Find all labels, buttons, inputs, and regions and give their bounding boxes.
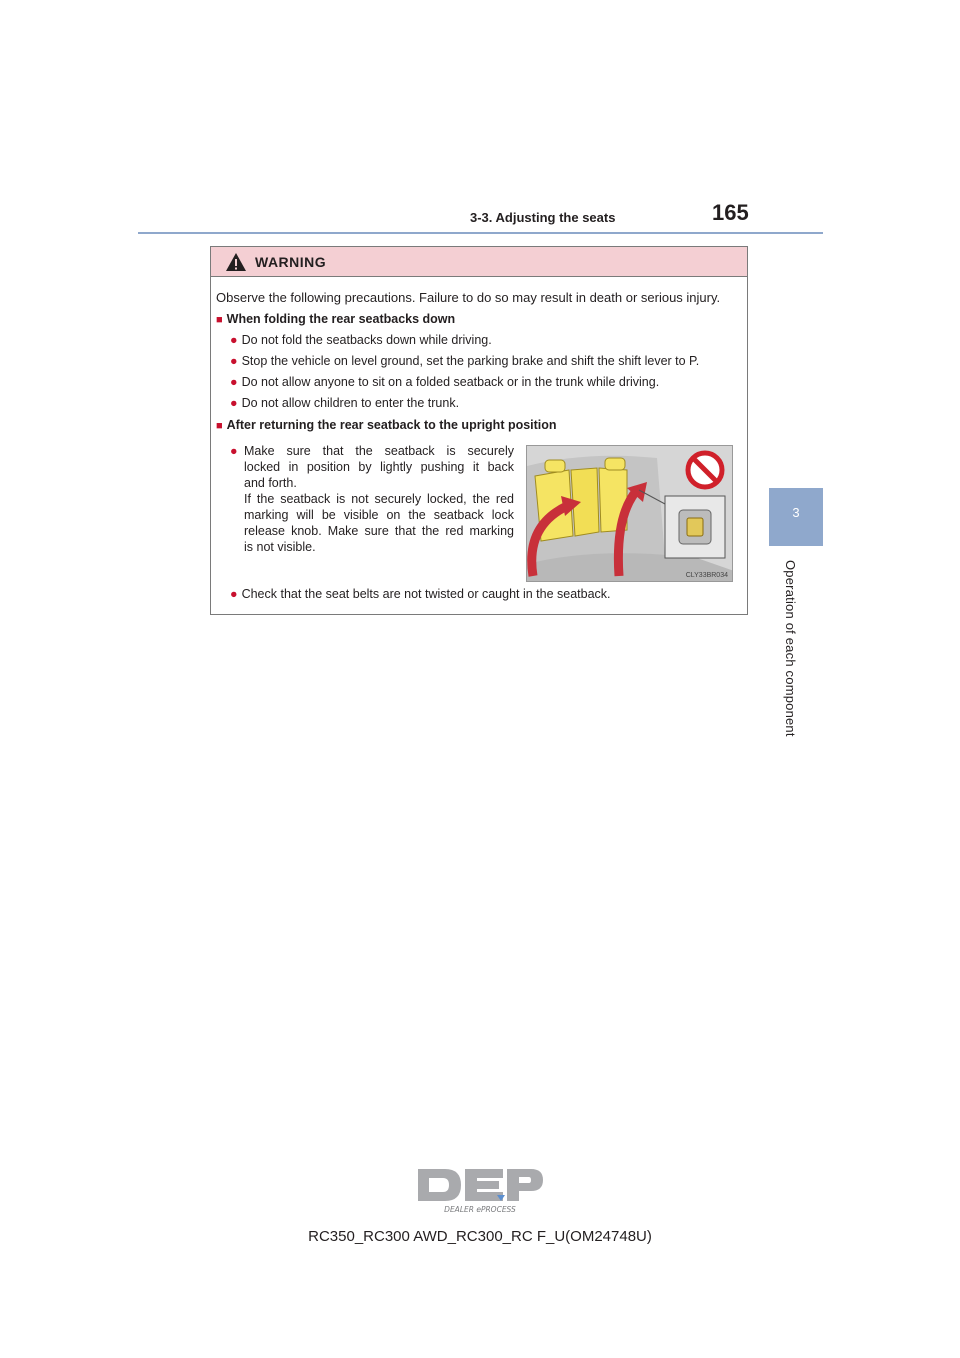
dealer-eprocess-logo: [415, 1165, 545, 1215]
chapter-caption: Operation of each component: [783, 560, 798, 737]
round-bullet-icon: ●: [230, 396, 238, 410]
round-bullet-icon: ●: [230, 375, 238, 389]
warning-box: [210, 246, 748, 615]
section-heading-upright: ■ After returning the rear seatback to the upright position: [216, 418, 557, 432]
section-heading-folding: ■ When folding the rear seatbacks down: [216, 312, 456, 326]
square-bullet-icon: ■: [216, 314, 223, 326]
list-item: ● Check that the seat belts are not twisted or caught in the seatback.: [230, 587, 611, 601]
svg-text:DEALER ePROCESS: DEALER ePROCESS: [444, 1205, 516, 1214]
list-item: ● Do not allow children to enter the trunk.: [230, 396, 460, 410]
list-item: ● Stop the vehicle on level ground, set the parking brake and shift the shift lever to P.: [230, 354, 700, 368]
warning-title: WARNING: [255, 253, 327, 270]
square-bullet-icon: ■: [216, 420, 223, 432]
list-item: ● Do not fold the seatbacks down while driving.: [230, 333, 492, 347]
warning-triangle-icon: [225, 252, 247, 272]
round-bullet-icon: ●: [230, 587, 238, 601]
list-item: ● Do not allow anyone to sit on a folded seatback or in the trunk while driving.: [230, 375, 660, 389]
header-rule: [138, 232, 823, 234]
seatback-illustration: [526, 445, 733, 582]
dep-logo-icon: [415, 1165, 545, 1215]
warning-intro: Observe the following precautions. Failure to do so may result in death or serious injury.: [216, 290, 721, 305]
chapter-tab: 3: [769, 488, 823, 546]
figure-code: CLY33BR034: [685, 572, 728, 579]
warning-header: [211, 247, 747, 277]
locking-instructions: ● Make sure that the seatback is securely locked in position by lightly pushing it back and forth. If the seatback is not securely locked, the red marking will be visible on the seatback lock release knob. Make sure that the red marking is not visible.: [230, 444, 514, 554]
model-code: RC350_RC300 AWD_RC300_RC F_U(OM24748U): [308, 1228, 652, 1245]
round-bullet-icon: ●: [230, 444, 238, 458]
round-bullet-icon: ●: [230, 333, 238, 347]
round-bullet-icon: ●: [230, 354, 238, 368]
page-number: 165: [712, 200, 749, 225]
section-title: 3-3. Adjusting the seats: [470, 210, 616, 225]
seat-drawing: [527, 446, 733, 582]
